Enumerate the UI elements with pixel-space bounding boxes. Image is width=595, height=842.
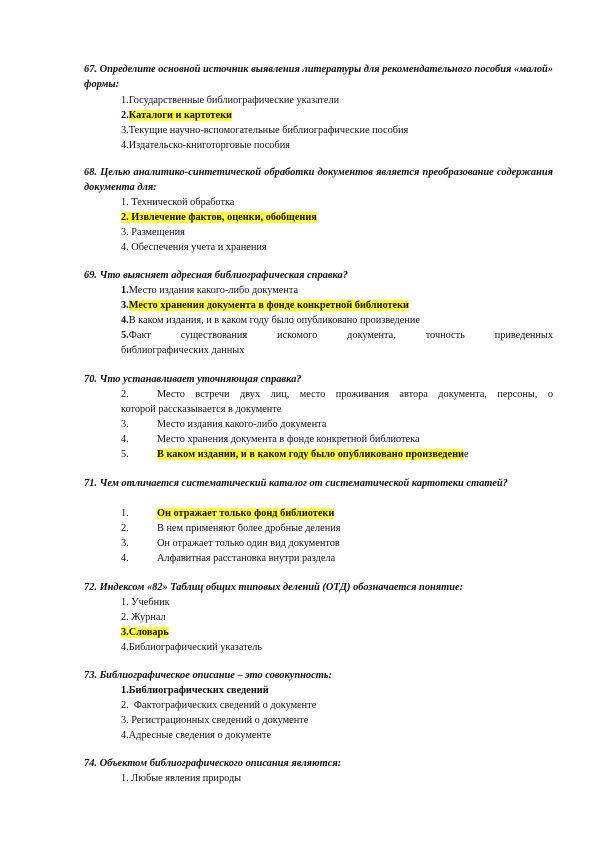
question-67: 67. Определите основной источник выявления литературы для рекомендательного пособия «малой» формы: [84,64,553,90]
answer-69-5-line-1 [121,328,553,343]
answer-69-3 [121,298,409,313]
answer-69-4-number: 4. [121,315,129,326]
answer-67-4: 4.Издательско-книготорговые пособия [121,140,290,151]
answer-71-4 [121,551,335,566]
answer-68-2 [121,210,317,225]
answer-70-5-tail: е [463,449,469,460]
question-69: 69. Что выясняет адресная библиографическая справка? [84,270,348,281]
answer-67-2-number: 2. [121,110,129,121]
answer-69-5-text: Факт существования искомого документа, точность приведенных [128,330,553,341]
answer-72-4: 4.Библиографический указатель [121,642,263,653]
answer-71-2 [121,521,340,536]
answer-68-3: 3. Размещения [121,227,185,238]
answer-70-4 [121,432,420,447]
answer-70-2-line-1 [121,387,553,402]
answer-69-3-number: 3. [121,300,129,311]
answer-69-1-text: Место издания какого-либо документа [128,285,299,296]
answer-70-3-number: 3. [121,419,129,430]
question-68: 68. Целью аналитико-синтетической обработки документов является преобразование содержания документа для: [84,167,553,193]
question-74: 74. Объектом библиографического описания являются: [84,758,342,769]
answer-71-3-number: 3. [121,538,129,549]
answer-71-3-text: Он отражает только один вид документов [157,538,340,549]
answer-70-5-highlight: В каком издании, и в каком году было опубликовано произведени [157,449,464,460]
answer-71-2-text: В нем применяют более дробные деления [157,523,341,534]
answer-70-4-text: Место хранения документа в фонде конкретной библиотека [157,434,420,445]
answer-72-1: 1. Учебник [121,597,170,608]
answer-67-3: 3.Текущие научно-вспомогательные библиографические пособия [121,125,409,136]
answer-71-4-text: Алфавитная расстановка внутри раздела [157,553,336,564]
answer-70-3-text: Место издания какого-либо документа [157,419,327,430]
answer-70-4-number: 4. [121,434,129,445]
answer-69-4-text: В каком издания, и в каком году было опубликовано произведение [128,315,420,326]
answer-69-3-highlight: Место хранения документа в фонде конкретной библиотеки [128,300,409,311]
answer-70-3 [121,417,326,432]
answer-72-2: 2. Журнал [121,612,166,623]
answer-71-1 [121,506,334,521]
answer-69-1 [121,283,298,298]
answer-73-4: 4.Адресные сведения о документе [121,730,272,741]
answer-68-4: 4. Обеспечения учета и хранения [121,242,267,253]
answer-69-5-line-2: библиографических данных [121,345,245,356]
answer-71-3 [121,536,340,551]
answer-73-2: 2. Фактографических сведений о документе [121,700,317,711]
answer-70-5 [121,447,469,462]
answer-69-5-number: 5. [121,330,129,341]
question-72: 72. Индексом «82» Таблиц общих типовых делений (ОТД) обозначается понятие: [84,582,464,593]
answer-73-3: 3. Регистрационных сведений о документе [121,715,309,726]
question-71: 71. Чем отличается систематический каталог от систематической картотеки статей? [84,478,508,489]
answer-70-2-number: 2. [121,389,129,400]
answer-70-5-number: 5. [121,449,129,460]
answer-67-2 [121,108,232,123]
answer-67-1: 1.Государственные библиографические указатели [121,95,340,106]
answer-71-1-highlight: Он отражает только фонд библиотеки [157,508,335,519]
answer-67-2-highlight: Каталоги и картотеки [128,110,232,121]
answer-70-2-line-2: которой рассказывается в документе [121,404,282,415]
answer-72-3 [121,625,169,640]
answer-72-3-highlight: 3.Словарь [121,627,169,638]
answer-71-2-number: 2. [121,523,129,534]
question-73: 73. Библиографическое описание – это совокупность: [84,670,332,681]
answer-71-1-number: 1. [121,508,129,519]
answer-68-2-highlight: 2. Извлечение фактов, оценки, обобщения [121,212,317,223]
answer-68-1: 1. Технической обработка [121,197,235,208]
answer-71-4-number: 4. [121,553,129,564]
answer-69-4 [121,313,420,328]
answer-69-1-number: 1. [121,285,129,296]
answer-74-1: 1. Любые явления природы [121,773,242,784]
question-70: 70. Что устанавливает уточняющая справка? [84,374,302,385]
answer-70-2-text: Место встречи двух лиц, место проживания автора документа, персоны, о [157,389,553,400]
answer-73-1: 1.Библиографических сведений [121,685,269,696]
